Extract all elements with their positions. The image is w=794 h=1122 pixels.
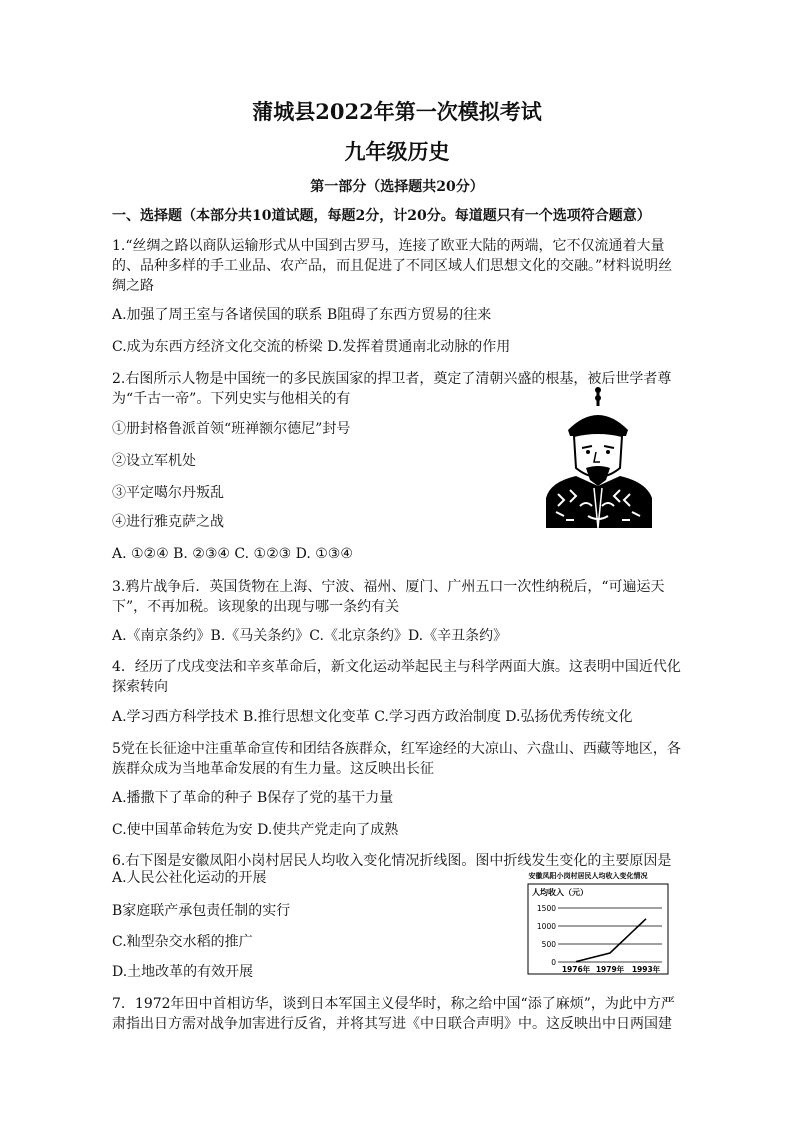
q4-stem: 4．经历了戊戌变法和辛亥革命后，新文化运动举起民主与科学两面大旗。这表明中国近代化探索转向 xyxy=(112,659,681,695)
x-tick-label: 1979年 xyxy=(595,965,625,974)
y-tick-label: 500 xyxy=(541,940,556,949)
y-tick-label: 1000 xyxy=(536,922,556,931)
emperor-portrait xyxy=(536,386,660,528)
part-heading: 第一部分（选择题共20分） xyxy=(310,179,484,195)
y-tick-label: 0 xyxy=(551,958,556,967)
q6-option-c: C.籼型杂交水稻的推广 xyxy=(112,934,253,950)
q5-options-cd: C.使中国革命转危为安 D.使共产党走向了成熟 xyxy=(112,822,399,838)
q2-options: A. ①②④ B. ②③④ C. ①②③ D. ①③④ xyxy=(112,546,353,562)
chart-title: 安徽凤阳小岗村居民人均收入变化情况 xyxy=(528,872,648,880)
section-heading: 一、选择题（本部分共10道试题，每题2分，计20分。每道题只有一个选项符合题意） xyxy=(112,208,651,224)
q2-stem: 2.右图所示人物是中国统一的多民族国家的捍卫者，奠定了清朝兴盛的根基，被后世学者尊为“千古一帝”。下列史实与他相关的有 xyxy=(112,371,672,407)
q6-option-d: D.土地改革的有效开展 xyxy=(112,964,254,980)
q2-item-4: ④进行雅克萨之战 xyxy=(112,514,224,530)
q7-stem: 7．1972年田中首相访华，谈到日本军国主义侵华时，称之给中国“添了麻烦”，为此中方严肃指出日方需对战争加害进行反省，并将其写进《中日联合声明》中。这反映出中日两国建 xyxy=(112,996,675,1032)
q6-option-b: B家庭联产承包责任制的实行 xyxy=(112,903,291,919)
q6-option-a: A.人民公社化运动的开展 xyxy=(112,870,267,886)
q5-stem: 5党在长征途中注重革命宣传和团结各族群众，红军途经的大凉山、六盘山、西藏等地区，各族群众成为当地革命发展的有生力量。这反映出长征 xyxy=(112,741,681,777)
q5-options-ab: A.播撒下了革命的种子 B保存了党的基干力量 xyxy=(112,790,394,806)
chart-ylabel: 人均收入（元） xyxy=(532,888,588,897)
q1-options-ab: A.加强了周王室与各诸侯国的联系 B阻碍了东西方贸易的往来 xyxy=(112,307,492,323)
q4-options: A.学习西方科学技术 B.推行思想文化变革 C.学习西方政治制度 D.弘扬优秀传统文化 xyxy=(112,709,633,725)
q6-stem: 6.右下图是安徽凤阳小岗村居民人均收入变化情况折线图。图中折线发生变化的主要原因是 xyxy=(112,853,672,869)
q3-stem: 3.鸦片战争后．英国货物在上海、宁波、福州、厦门、广州五口一次性纳税后，“可遍运天下”，不再加税。该现象的出现与哪一条约有关 xyxy=(112,579,665,615)
x-tick-label: 1993年 xyxy=(631,965,661,974)
q2-item-2: ②设立军机处 xyxy=(112,453,196,469)
q1-stem: 1.“丝绸之路以商队运输形式从中国到古罗马，连接了欧亚大陆的两端，它不仅流通着大量的、品种多样的手工业品、农产品，而且促进了不同区域人们思想文化的交融。”材料说明丝绸之路 xyxy=(112,238,673,294)
q3-options: A.《南京条约》B.《马关条约》C.《北京条约》D.《辛丑条约》 xyxy=(112,628,508,644)
y-tick-label: 1500 xyxy=(536,904,556,913)
exam-subject: 九年级历史 xyxy=(344,139,450,164)
income-series-line xyxy=(576,919,646,962)
q1-options-cd: C.成为东西方经济文化交流的桥梁 D.发挥着贯通南北动脉的作用 xyxy=(112,339,511,355)
exam-title: 蒲城县2022年第一次模拟考试 xyxy=(252,99,542,124)
q2-item-1: ①册封格鲁派首领“班禅额尔德尼”封号 xyxy=(112,421,351,437)
q2-item-3: ③平定噶尔丹叛乱 xyxy=(112,485,224,501)
income-line-chart xyxy=(506,870,670,976)
x-tick-label: 1976年 xyxy=(561,965,591,974)
